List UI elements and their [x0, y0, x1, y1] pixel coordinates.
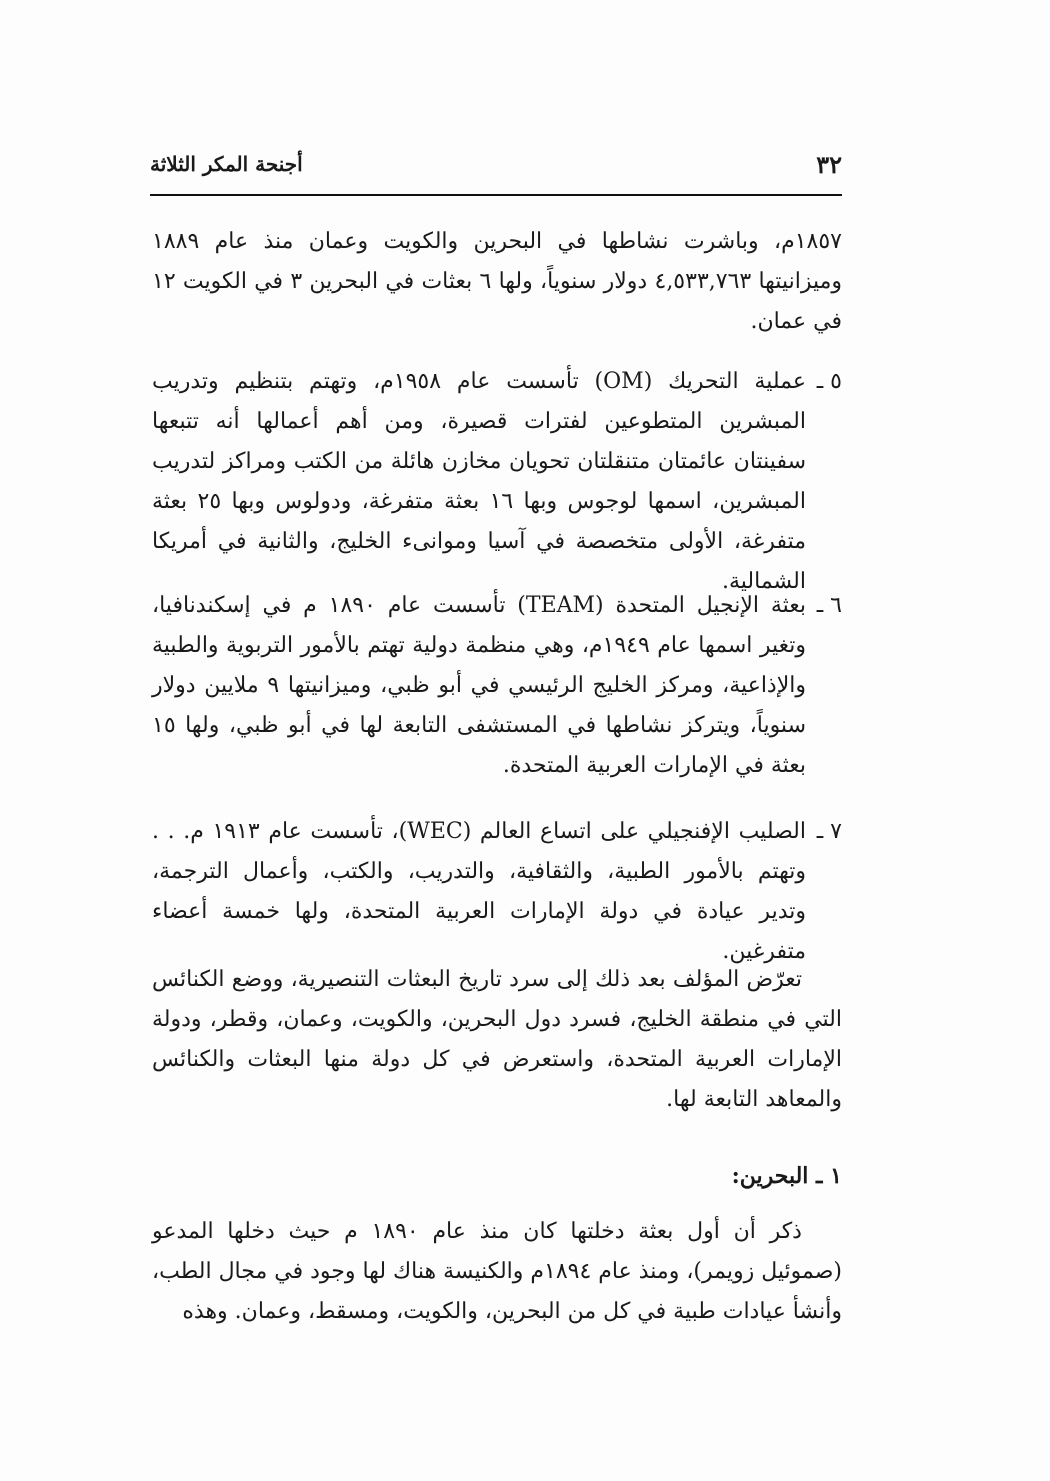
book-title: أجنحة المكر الثلاثة	[150, 152, 303, 176]
list-item	[152, 362, 842, 602]
list-item-number: ٦ ـ	[816, 593, 842, 618]
summary-paragraph: تعرّض المؤلف بعد ذلك إلى سرد تاريخ البعثات التنصيرية، ووضع الكنائس التي في منطقة الخليج، فسرد دول البحرين، والكويت، وعمان، وقطر، ودولة الإمارات العربية المتحدة، واستعرض في كل دولة منها البعثات والكنائس والمعاهد التابعة لها.	[152, 967, 842, 1112]
list-item-text: الصليب الإفنجيلي على اتساع العالم (WEC)، تأسست عام ١٩١٣ م. . . وتهتم بالأمور الطبية، والثقافية، والتدريب، والكتب، وأعمال الترجمة، وتدير عيادة في دولة الإمارات العربية المتحدة، ولها خمسة أعضاء متفرغين.	[152, 819, 806, 964]
list-item-number: ٥ ـ	[816, 369, 842, 394]
section-paragraph: ذكر أن أول بعثة دخلتها كان منذ عام ١٨٩٠ م حيث دخلها المدعو (صموئيل زويمر)، ومنذ عام ١٨٩٤م والكنيسة هناك لها وجود في مجال الطب، وأنشأ عيادات طبية في كل من البحرين، والكويت، ومسقط، وعمان. وهذه	[152, 1219, 843, 1324]
section-heading: ١ ـ البحرين:	[731, 1163, 842, 1189]
continued-paragraph: ١٨٥٧م، وباشرت نشاطها في البحرين والكويت وعمان منذ عام ١٨٨٩ وميزانيتها ٤,٥٣٣,٧٦٣ دولار سنوياً، ولها ٦ بعثات في البحرين ٣ في الكويت ١٢ في عمان.	[152, 229, 843, 334]
list-item	[152, 812, 842, 972]
running-header	[150, 140, 842, 196]
list-item-text: بعثة الإنجيل المتحدة (TEAM) تأسست عام ١٨٩٠ م في إسكندنافيا، وتغير اسمها عام ١٩٤٩م، وهي منظمة دولية تهتم بالأمور التربوية والطبية والإذاعية، ومركز الخليج الرئيسي في أبو ظبي، وميزانيتها ٩ ملايين دولار سنوياً، ويتركز نشاطها في المستشفى التابعة لها في أبو ظبي، ولها ١٥ بعثة في الإمارات العربية المتحدة.	[152, 593, 807, 778]
list-item-text: عملية التحريك (OM) تأسست عام ١٩٥٨م، وتهتم بتنظيم وتدريب المبشرين المتطوعين لفترات قصيرة، ومن أهم أعمالها أنه تتبعها سفينتان عائمتان متنقلتان تحويان مخازن هائلة من الكتب ومراكز لتدريب المبشرين، اسمها لوجوس وبها ١٦ بعثة متفرغة، ودولوس وبها ٢٥ بعثة متفرغة، الأولى متخصصة في آسيا وموانىء الخليج، والثانية في أمريكا الشمالية.	[152, 369, 807, 594]
header-rule	[150, 194, 842, 196]
list-item	[152, 586, 842, 786]
page-number: ٣٢	[816, 150, 842, 179]
list-item-number: ٧ ـ	[816, 819, 842, 844]
